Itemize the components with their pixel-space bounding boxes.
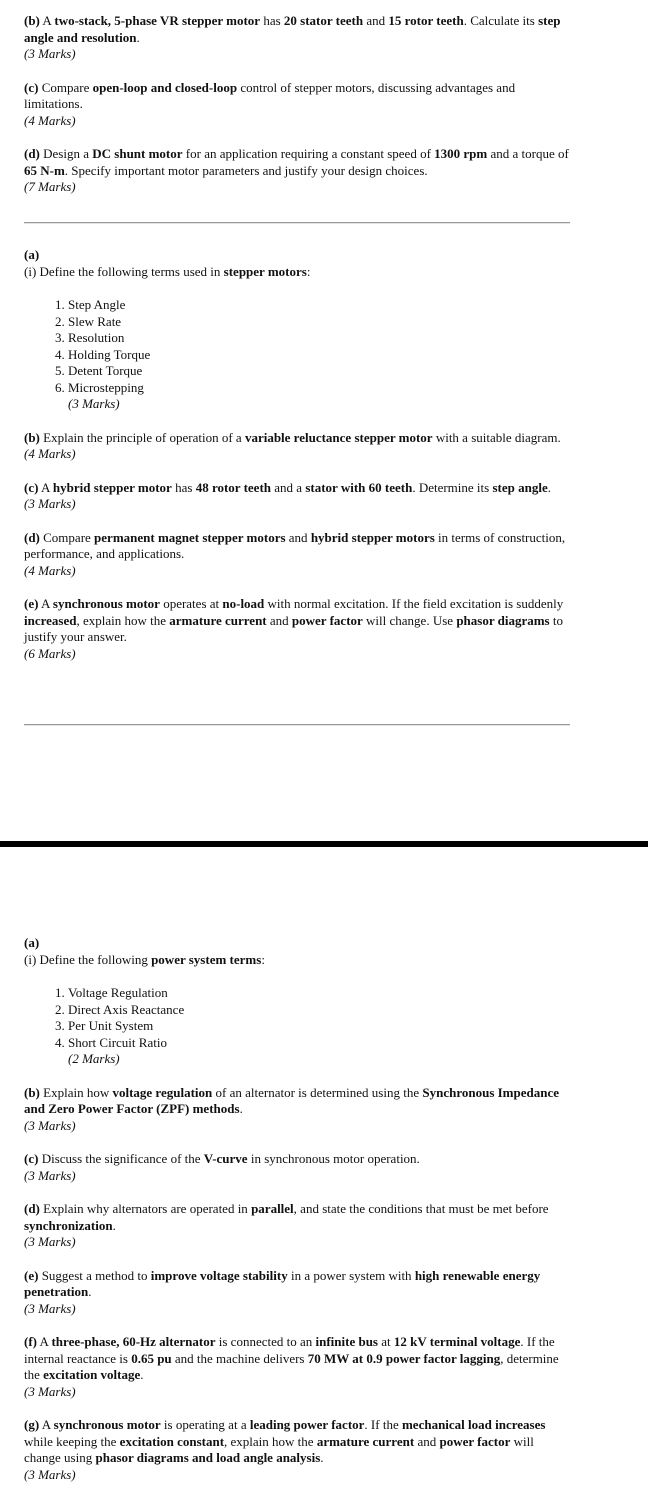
question-2e [24,596,572,662]
question-text: (g) A synchronous motor is operating at a leading power factor. If the mechanical load increases while keeping the excitation constant, explain how the armature current and power factor will change using phasor diagrams and load angle analysis. [24,1417,546,1465]
section-2 [24,247,572,679]
question-text: (c) A hybrid stepper motor has 48 rotor teeth and a stator with 60 teeth. Determine its step angle. [24,479,551,495]
question-label: (a) [24,247,40,262]
question-3b [24,1085,572,1135]
marks: (4 Marks) [24,562,76,578]
question-3g [24,1417,572,1483]
question-text: (e) A synchronous motor operates at no-load with normal excitation. If the field excitation is suddenly increased, explain how the armature current and power factor will change. Use phasor diagrams to justify your answer. [24,596,564,644]
section-1 [24,13,572,213]
question-3a [24,935,572,1068]
term-item: 6. Microstepping [68,380,572,397]
question-text: (d) Design a DC shunt motor for an application requiring a constant speed of 1300 rpm and a torque of 65 N-m. Specify important motor parameters and justify your design choices. [24,146,569,178]
question-text: (d) Compare permanent magnet stepper motors and hybrid stepper motors in terms of construction, performance, and applications. [24,529,566,561]
question-text: (b) Explain the principle of operation of a variable reluctance stepper motor with a suitable diagram. [24,429,561,445]
marks: (3 Marks) [24,1234,76,1249]
term-item: 4. Short Circuit Ratio [68,1035,572,1052]
marks: (3 Marks) [24,496,76,511]
question-2a [24,247,572,413]
term-item: 1. Step Angle [68,297,572,314]
question-2b [24,430,572,463]
question-3e [24,1268,572,1318]
marks: (3 Marks) [24,1167,76,1183]
marks: (7 Marks) [24,179,76,194]
question-text: (c) Discuss the significance of the V-curve in synchronous motor operation. [24,1151,420,1166]
term-item: 2. Direct Axis Reactance [68,1002,572,1019]
marks: (3 Marks) [24,1466,76,1482]
question-text: (c) Compare open-loop and closed-loop control of stepper motors, discussing advantages and limitations. [24,79,516,111]
section-3 [24,935,572,1500]
question-3f [24,1334,572,1400]
marks: (3 Marks) [68,396,120,411]
question-text: (b) A two-stack, 5-phase VR stepper motor has 20 stator teeth and 15 rotor teeth. Calculate its step angle and resolution. [24,13,561,45]
marks: (2 Marks) [68,1051,120,1066]
term-item: 4. Holding Torque [68,347,572,364]
marks: (6 Marks) [24,645,76,661]
question-text: (d) Explain why alternators are operated in parallel, and state the conditions that must be met before synchronization. [24,1201,549,1233]
question-3c [24,1151,572,1184]
marks: (4 Marks) [24,446,76,461]
marks: (3 Marks) [24,1300,76,1316]
term-item: 2. Slew Rate [68,314,572,331]
divider [24,222,570,224]
term-item: 5. Detent Torque [68,363,572,380]
marks: (4 Marks) [24,112,76,128]
marks: (3 Marks) [24,1383,76,1399]
question-2d [24,530,572,580]
question-1b [24,13,572,63]
term-item: 3. Per Unit System [68,1018,572,1035]
term-item: 1. Voltage Regulation [68,985,572,1002]
marks: (3 Marks) [24,1117,76,1133]
question-text: (b) Explain how voltage regulation of an alternator is determined using the Synchronous Impedance and Zero Power Factor (ZPF) methods. [24,1084,560,1116]
question-text: (e) Suggest a method to improve voltage stability in a power system with high renewable energy penetration. [24,1267,541,1299]
divider [24,724,570,726]
question-1d [24,146,572,196]
question-label: (a) [24,935,40,950]
marks: (3 Marks) [24,46,76,61]
page-separator [0,841,648,847]
question-text: (i) Define the following terms used in stepper motors: [24,263,311,279]
question-3d [24,1201,572,1251]
terms-list [24,297,572,396]
question-1c [24,80,572,130]
question-text: (f) A three-phase, 60-Hz alternator is connected to an infinite bus at 12 kV terminal voltage. If the internal reactance is 0.65 pu and the machine delivers 70 MW at 0.9 power factor lagging, determine the excitation voltage. [24,1334,559,1382]
question-2c [24,480,572,513]
terms-list [24,985,572,1051]
question-text: (i) Define the following power system terms: [24,951,265,967]
term-item: 3. Resolution [68,330,572,347]
